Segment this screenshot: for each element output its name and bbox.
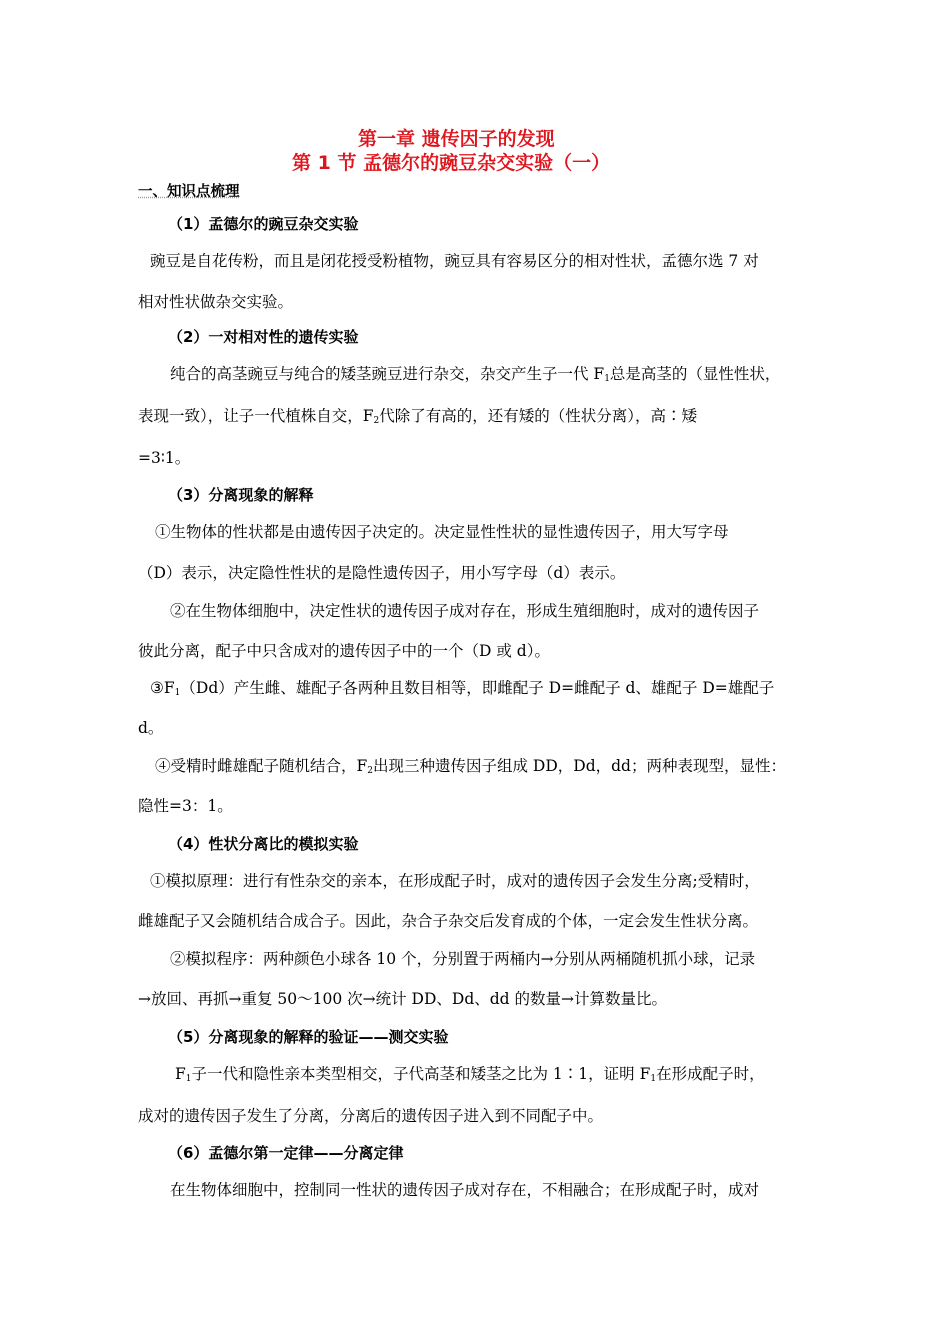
s3-p4-line-2: 隐性=3：1。 (138, 797, 233, 815)
s3-p4-line-1 (155, 754, 786, 776)
s3-p2-line-1: ②在生物体细胞中，决定性状的遗传因子成对存在，形成生殖细胞时，成对的遗传因子 (170, 602, 760, 620)
s2-line-3: =3∶1。 (138, 449, 191, 467)
s3-p3-b: （Dd）产生雌、雄配子各两种且数目相等，即雌配子 D=雌配子 d、雄配子 D=雄配子 (180, 679, 775, 697)
s1-line-2: 相对性状做杂交实验。 (138, 293, 294, 311)
subheading-3: （3）分离现象的解释 (168, 486, 314, 504)
s5-l1-a: F (175, 1065, 186, 1083)
subscript: 1 (604, 374, 610, 384)
s2-line-2 (138, 404, 697, 426)
s6-line-1: 在生物体细胞中，控制同一性状的遗传因子成对存在，不相融合；在形成配子时，成对 (170, 1181, 760, 1199)
s2-line-1 (170, 362, 780, 384)
subheading-4: （4）性状分离比的模拟实验 (168, 835, 359, 853)
s3-p3-a: ③F (150, 679, 175, 697)
s5-line-2: 成对的遗传因子发生了分离，分离后的遗传因子进入到不同配子中。 (138, 1107, 604, 1125)
s2-line-1-b: 总是高茎的（显性性状， (609, 365, 781, 383)
s3-p1-line-1: ①生物体的性状都是由遗传因子决定的。决定显性性状的显性遗传因子，用大写字母 (155, 523, 729, 541)
s4-p2-line-2: →放回、再抓→重复 50～100 次→统计 DD、Dd、dd 的数量→计算数量比。 (138, 990, 668, 1008)
subscript: 2 (367, 766, 373, 776)
s4-p1-line-1: ①模拟原理：进行有性杂交的亲本，在形成配子时，成对的遗传因子会发生分离;受精时， (150, 872, 760, 890)
s3-p4-a: ④受精时雌雄配子随机结合，F (155, 757, 368, 775)
subscript: 1 (650, 1074, 657, 1084)
s2-line-2-a: 表现一致），让子一代植株自交，F (138, 407, 374, 425)
s3-p4-b: 出现三种遗传因子组成 DD，Dd，dd；两种表现型，显性： (373, 757, 786, 775)
s3-p2-line-2: 彼此分离，配子中只含成对的遗传因子中的一个（D 或 d）。 (138, 642, 550, 660)
s1-line-1: 豌豆是自花传粉，而且是闭花授受粉植物，豌豆具有容易区分的相对性状，孟德尔选 7 对 (150, 252, 759, 270)
section-title: 第 1 节 孟德尔的豌豆杂交实验（一） (292, 152, 611, 174)
s3-p1-line-2: （D）表示，决定隐性性状的是隐性遗传因子，用小写字母（d）表示。 (138, 564, 626, 582)
s2-line-1-a: 纯合的高茎豌豆与纯合的矮茎豌豆进行杂交，杂交产生子一代 F (170, 365, 605, 383)
s4-p1-line-2: 雌雄配子又会随机结合成合子。因此，杂合子杂交后发育成的个体，一定会发生性状分离。 (138, 912, 759, 930)
subscript: 1 (185, 1074, 192, 1084)
subheading-1: （1）孟德尔的豌豆杂交实验 (168, 215, 359, 233)
s4-p2-line-1: ②模拟程序：两种颜色小球各 10 个，分别置于两桶内→分别从两桶随机抓小球，记录 (170, 950, 756, 968)
subheading-5: （5）分离现象的解释的验证——测交实验 (168, 1028, 449, 1046)
subscript: 1 (174, 688, 181, 698)
subheading-2: （2）一对相对性的遗传实验 (168, 328, 359, 346)
subscript: 2 (373, 416, 380, 426)
chapter-title: 第一章 遗传因子的发现 (358, 128, 555, 150)
s5-l1-b: 子一代和隐性亲本类型相交，子代高茎和矮茎之比为 1∶1，证明 F (191, 1065, 651, 1083)
s3-p3-line-1 (150, 676, 774, 698)
subheading-6: （6）孟德尔第一定律——分离定律 (168, 1144, 404, 1162)
s5-line-1 (175, 1062, 765, 1084)
s3-p3-line-2: d。 (138, 719, 164, 737)
s5-l1-c: 在形成配子时， (656, 1065, 765, 1083)
knowledge-heading: 一、知识点梳理 (138, 184, 240, 200)
s2-line-2-b: 代除了有高的，还有矮的（性状分离），高∶矮 (379, 407, 698, 425)
